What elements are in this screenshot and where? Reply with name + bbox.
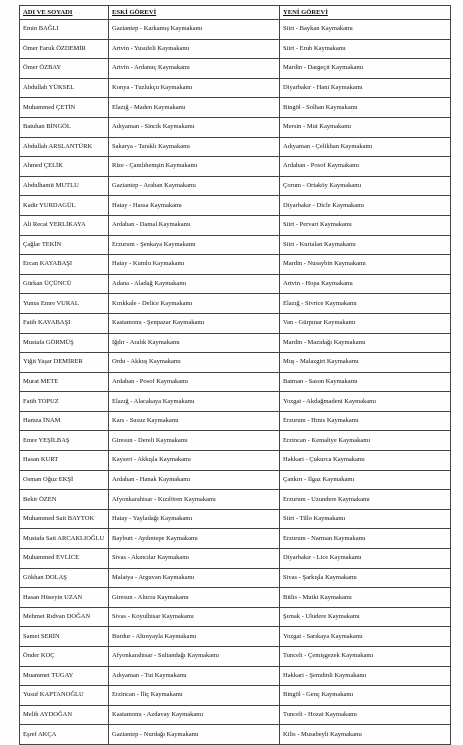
cell-new-post: Erzincan - Kemaliye Kaymakamı bbox=[280, 431, 451, 451]
cell-old-post: Elazığ - Alacakaya Kaymakamı bbox=[109, 392, 280, 412]
cell-old-post: Erzincan - İliç Kaymakamı bbox=[109, 686, 280, 706]
cell-old-post: Kastamonu - Şenpazar Kaymakamı bbox=[109, 313, 280, 333]
cell-new-post: Bingöl - Solhan Kaymakamı bbox=[280, 98, 451, 118]
table-row bbox=[20, 666, 451, 686]
table-row bbox=[20, 353, 451, 373]
cell-old-post: Afyonkarahisar - Kızılören Kaymakamı bbox=[109, 490, 280, 510]
cell-old-post: Ordu - Akkuş Kaymakamı bbox=[109, 353, 280, 373]
table-row bbox=[20, 549, 451, 569]
table-row bbox=[20, 117, 451, 137]
cell-name: Melih AYDOĞAN bbox=[20, 705, 109, 725]
table-row bbox=[20, 294, 451, 314]
cell-name: Muhammed ÇETİN bbox=[20, 98, 109, 118]
cell-new-post: Muş - Malazgirt Kaymakamı bbox=[280, 353, 451, 373]
cell-old-post: Artvin - Ardanuç Kaymakamı bbox=[109, 59, 280, 79]
cell-new-post: Siirt - Baykan Kaymakamı bbox=[280, 20, 451, 40]
cell-new-post: Çorum - Ortaköy Kaymakamı bbox=[280, 176, 451, 196]
cell-new-post: Diyarbakır - Dicle Kaymakamı bbox=[280, 196, 451, 216]
cell-new-post: Erzurum - Narman Kaymakamı bbox=[280, 529, 451, 549]
table-row bbox=[20, 392, 451, 412]
cell-name: Fatih KAYABAŞI bbox=[20, 313, 109, 333]
cell-new-post: Adıyaman - Çelikhan Kaymakamı bbox=[280, 137, 451, 157]
table-row bbox=[20, 59, 451, 79]
cell-new-post: Sivas - Şarkışla Kaymakamı bbox=[280, 568, 451, 588]
cell-new-post: Bitlis - Mutki Kaymakamı bbox=[280, 588, 451, 608]
cell-old-post: Ardahan - Hanak Kaymakamı bbox=[109, 470, 280, 490]
cell-new-post: Tunceli - Çemişgezek Kaymakamı bbox=[280, 647, 451, 667]
cell-old-post: Hatay - Yayladağı Kaymakamı bbox=[109, 509, 280, 529]
table-row bbox=[20, 686, 451, 706]
table-row bbox=[20, 627, 451, 647]
cell-name: Abdulhamit MUTLU bbox=[20, 176, 109, 196]
cell-old-post: Elazığ - Maden Kaymakamı bbox=[109, 98, 280, 118]
cell-old-post: Sivas - Koyulhisar Kaymakamı bbox=[109, 607, 280, 627]
cell-name: Abdullah YÜKSEL bbox=[20, 78, 109, 98]
cell-name: Önder KOÇ bbox=[20, 647, 109, 667]
cell-name: Fatih TOPUZ bbox=[20, 392, 109, 412]
table-row bbox=[20, 176, 451, 196]
table-row bbox=[20, 196, 451, 216]
table-row bbox=[20, 647, 451, 667]
cell-name: Mustafa GÖRMÜŞ bbox=[20, 333, 109, 353]
table-row bbox=[20, 137, 451, 157]
cell-name: Ömer ÖZBAY bbox=[20, 59, 109, 79]
cell-new-post: Bingöl - Genç Kaymakamı bbox=[280, 686, 451, 706]
cell-new-post: Mersin - Mut Kaymakamı bbox=[280, 117, 451, 137]
cell-old-post: Sakarya - Taraklı Kaymakamı bbox=[109, 137, 280, 157]
cell-new-post: Erzurum - Uzundere Kaymakamı bbox=[280, 490, 451, 510]
cell-new-post: Artvin - Hopa Kaymakamı bbox=[280, 274, 451, 294]
cell-new-post: Kilis - Musabeyli Kaymakamı bbox=[280, 725, 451, 745]
table-row bbox=[20, 313, 451, 333]
cell-old-post: Rize - Çamlıhemşin Kaymakamı bbox=[109, 157, 280, 177]
cell-name: Samet SERİN bbox=[20, 627, 109, 647]
table-row bbox=[20, 215, 451, 235]
cell-new-post: Mardin - Nusaybin Kaymakamı bbox=[280, 255, 451, 275]
cell-new-post: Çankırı - Ilgaz Kaymakamı bbox=[280, 470, 451, 490]
cell-name: Mehmet Rıdvan DOĞAN bbox=[20, 607, 109, 627]
cell-new-post: Diyarbakır - Lice Kaymakamı bbox=[280, 549, 451, 569]
table-header bbox=[20, 6, 451, 20]
cell-new-post: Erzurum - Hınıs Kaymakamı bbox=[280, 411, 451, 431]
cell-old-post: Ardahan - Damal Kaymakamı bbox=[109, 215, 280, 235]
table-row bbox=[20, 529, 451, 549]
cell-name: Hamza İNAM bbox=[20, 411, 109, 431]
cell-old-post: Sivas - Akıncılar Kaymakamı bbox=[109, 549, 280, 569]
header-new-post: YENİ GÖREVİ bbox=[280, 6, 451, 20]
cell-new-post: Mardin - Mazıdağı Kaymakamı bbox=[280, 333, 451, 353]
cell-new-post: Van - Gürpınar Kaymakamı bbox=[280, 313, 451, 333]
table-row bbox=[20, 333, 451, 353]
cell-name: Çağlar TEKİN bbox=[20, 235, 109, 255]
table-row bbox=[20, 705, 451, 725]
table-row bbox=[20, 235, 451, 255]
cell-new-post: Ardahan - Posof Kaymakamı bbox=[280, 157, 451, 177]
cell-old-post: Gaziantep - Karkamış Kaymakamı bbox=[109, 20, 280, 40]
cell-old-post: Konya - Tuzlukçu Kaymakamı bbox=[109, 78, 280, 98]
cell-old-post: Kayseri - Akkışla Kaymakamı bbox=[109, 451, 280, 471]
cell-old-post: Malatya - Arguvan Kaymakamı bbox=[109, 568, 280, 588]
cell-name: Muhammed Sait BAYTOK bbox=[20, 509, 109, 529]
cell-old-post: Bayburt - Aydıntepe Kaymakamı bbox=[109, 529, 280, 549]
appointment-table bbox=[19, 5, 451, 745]
cell-new-post: Elazığ - Sivrice Kaymakamı bbox=[280, 294, 451, 314]
cell-new-post: Batman - Sason Kaymakamı bbox=[280, 372, 451, 392]
table-body bbox=[20, 20, 451, 745]
cell-old-post: Hatay - Hassa Kaymakamı bbox=[109, 196, 280, 216]
cell-old-post: Adıyaman - Tut Kaymakamı bbox=[109, 666, 280, 686]
table-row bbox=[20, 431, 451, 451]
cell-name: Bekir ÖZEN bbox=[20, 490, 109, 510]
cell-name: Kadir YURDAGÜL bbox=[20, 196, 109, 216]
cell-old-post: Adana - Aladağ Kaymakamı bbox=[109, 274, 280, 294]
cell-name: Ercan KAYABAŞI bbox=[20, 255, 109, 275]
cell-new-post: Hakkari - Şemdinli Kaymakamı bbox=[280, 666, 451, 686]
cell-old-post: Afyonkarahisar - Sultandağı Kaymakamı bbox=[109, 647, 280, 667]
cell-old-post: Ardahan - Posof Kaymakamı bbox=[109, 372, 280, 392]
table-row bbox=[20, 607, 451, 627]
cell-old-post: Adıyaman - Sincik Kaymakamı bbox=[109, 117, 280, 137]
cell-old-post: Gaziantep - Nurdağı Kaymakamı bbox=[109, 725, 280, 745]
table-row bbox=[20, 490, 451, 510]
cell-name: Yusuf KAPTANOĞLU bbox=[20, 686, 109, 706]
table-row bbox=[20, 274, 451, 294]
table-row bbox=[20, 39, 451, 59]
cell-new-post: Siirt - Kurtalan Kaymakamı bbox=[280, 235, 451, 255]
table-row bbox=[20, 98, 451, 118]
table-row bbox=[20, 157, 451, 177]
cell-name: Yunus Emre VURAL bbox=[20, 294, 109, 314]
cell-new-post: Hakkari - Çukurca Kaymakamı bbox=[280, 451, 451, 471]
cell-name: Batuhan BİNGÖL bbox=[20, 117, 109, 137]
cell-new-post: Tunceli - Hozat Kaymakamı bbox=[280, 705, 451, 725]
cell-new-post: Mardin - Dargeçit Kaymakamı bbox=[280, 59, 451, 79]
cell-old-post: Kastamonu - Azdavay Kaymakamı bbox=[109, 705, 280, 725]
cell-name: Ahmed ÇELİK bbox=[20, 157, 109, 177]
table-row bbox=[20, 725, 451, 745]
cell-new-post: Yozgat - Akdağmadeni Kaymakamı bbox=[280, 392, 451, 412]
table-row bbox=[20, 255, 451, 275]
cell-name: Ömer Faruk ÖZDEMİR bbox=[20, 39, 109, 59]
cell-name: Eşref AKÇA bbox=[20, 725, 109, 745]
cell-name: Ali Recai YERLİKAYA bbox=[20, 215, 109, 235]
table-row bbox=[20, 509, 451, 529]
cell-name: Hasan KURT bbox=[20, 451, 109, 471]
cell-old-post: Kırıkkale - Delice Kaymakamı bbox=[109, 294, 280, 314]
cell-new-post: Yozgat - Sarıkaya Kaymakamı bbox=[280, 627, 451, 647]
header-old-post: ESKİ GÖREVİ bbox=[109, 6, 280, 20]
cell-new-post: Siirt - Pervari Kaymakamı bbox=[280, 215, 451, 235]
header-row bbox=[20, 6, 451, 20]
cell-name: Muhammed EVLİCE bbox=[20, 549, 109, 569]
cell-name: Hasan Hüseyin UZAN bbox=[20, 588, 109, 608]
cell-name: Mustafa Sait ARCAKLIOĞLU bbox=[20, 529, 109, 549]
cell-name: Emin BAĞLI bbox=[20, 20, 109, 40]
cell-old-post: Iğdır - Aralık Kaymakamı bbox=[109, 333, 280, 353]
table-row bbox=[20, 470, 451, 490]
cell-name: Yiğit Yaşar DEMİRER bbox=[20, 353, 109, 373]
cell-old-post: Giresun - Dereli Kaymakamı bbox=[109, 431, 280, 451]
cell-old-post: Artvin - Yusufeli Kaymakamı bbox=[109, 39, 280, 59]
table-row bbox=[20, 568, 451, 588]
cell-new-post: Şırnak - Uludere Kaymakamı bbox=[280, 607, 451, 627]
table-row bbox=[20, 451, 451, 471]
cell-old-post: Burdur - Altınyayla Kaymakamı bbox=[109, 627, 280, 647]
cell-name: Abdullah ARSLANTÜRK bbox=[20, 137, 109, 157]
table-row bbox=[20, 78, 451, 98]
header-name: ADI VE SOYADI bbox=[20, 6, 109, 20]
cell-new-post: Siirt - Tillo Kaymakamı bbox=[280, 509, 451, 529]
table-row bbox=[20, 411, 451, 431]
cell-name: Emre YEŞİLBAŞ bbox=[20, 431, 109, 451]
cell-old-post: Gaziantep - Araban Kaymakamı bbox=[109, 176, 280, 196]
cell-name: Osman Oğuz EKŞİ bbox=[20, 470, 109, 490]
table-row bbox=[20, 588, 451, 608]
cell-name: Gökhan DOLAŞ bbox=[20, 568, 109, 588]
cell-name: Muammet TUGAY bbox=[20, 666, 109, 686]
cell-new-post: Diyarbakır - Hani Kaymakamı bbox=[280, 78, 451, 98]
table-row bbox=[20, 20, 451, 40]
cell-old-post: Hatay - Kumlu Kaymakamı bbox=[109, 255, 280, 275]
cell-name: Gürkan ÜÇÜNCÜ bbox=[20, 274, 109, 294]
cell-old-post: Kars - Susuz Kaymakamı bbox=[109, 411, 280, 431]
cell-name: Murat METE bbox=[20, 372, 109, 392]
cell-old-post: Giresun - Alucra Kaymakamı bbox=[109, 588, 280, 608]
cell-new-post: Siirt - Eruh Kaymakamı bbox=[280, 39, 451, 59]
cell-old-post: Erzurum - Şenkaya Kaymakamı bbox=[109, 235, 280, 255]
table-row bbox=[20, 372, 451, 392]
